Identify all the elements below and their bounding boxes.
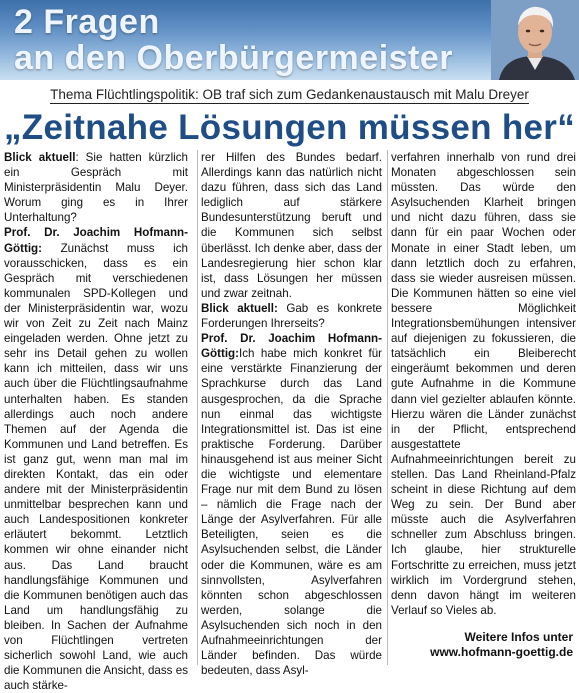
answer-2-continued: verfahren innerhalb von rund drei Monaten abgeschlossen sein müssten. Das würde den Asylsuchenden Klarheit bringen und nicht dazu führen, dass sie dann für ein paar Wochen oder Monate in einer Stadt leben, um dann letztlich doch zu erfahren, dass sie wieder ausreisen müssen. Die Kommunen hätten so eine viel bessere Möglichkeit Integrationsbemühungen intensiver auf diejenigen zu fokussieren, die tatsächlich ein Bleiberecht eingeräumt bekommen und deren gute Aufnahme in die Kommune dann viel gezielter ablaufen könnte. Hierzu wären die Länder zunächst in der Pflicht, entsprechend ausgestattete Aufnahmeeinrichtungen bereit zu stellen. Das Land Rheinland-Pfalz scheint in diese Richtung auf dem Weg zu sein. Der Bund aber müsste auch die Asylverfahren schneller zum Abschluss bringen. Ich glaube, hier strukturelle Fortschritte zu erreichen, muss jetzt wirklich im Vordergrund stehen, denn davon hängt im weiteren Verlauf so Vieles ab.	[391, 151, 576, 617]
mayor-portrait-photo	[491, 0, 579, 80]
answer-2	[201, 331, 382, 678]
banner-title-line1: 2 Fragen	[14, 3, 160, 41]
banner-title	[14, 4, 453, 76]
article-headline: „Zeitnahe Lösungen müssen her“	[3, 108, 576, 147]
article-kicker	[0, 87, 579, 102]
article-body	[4, 150, 576, 693]
column-3	[387, 150, 576, 665]
kicker-text: Thema Flüchtlingspolitik: OB traf sich zum Gedankenaustausch mit Malu Dreyer	[50, 87, 529, 102]
question-2	[201, 301, 382, 331]
answer-1-text: Zunächst muss ich vorausschicken, dass es ein Gespräch mit verschiedenen kommunalen SPD-Kollegen und der Ministerpräsidentin war, wozu wir von Zeit zu Zeit nach Mainz eingeladen werden. Ohne jetzt zu sehr ins Detail gehen zu wollen kann ich mitteilen, dass wir uns auch über die Flüchtlingsaufnahme unterhalten haben. Es standen allerdings auch noch andere Themen auf der Agenda die Kommunen und Land betreffen. Es ist ganz gut, wenn man mal im direkten Kontakt, das ein oder andere mit der Ministerpräsidentin unmittelbar besprechen kann und auch Landespositionen konkreter erläutert bekommt. Letztlich kommen wir ohne einander nicht aus. Das Land braucht handlungsfähige Kommunen und die Kommunen benötigen auch das Land um handlungsfähig zu bleiben. In Sachen der Aufnahme von Flüchtlingen vertreten sicherlich sowohl Land, wie auch die Kommunen die Ansicht, dass es auch stärke-	[4, 241, 188, 693]
question-1	[4, 150, 188, 225]
question-2-label: Blick aktuell:	[201, 301, 278, 315]
header-banner	[0, 0, 579, 80]
column-1	[4, 150, 188, 693]
answer-2-label: Prof. Dr. Joachim Hofmann-Göttig:	[201, 332, 382, 361]
answer-1-continued: rer Hilfen des Bundes bedarf. Allerdings kann das natürlich nicht dazu führen, dass sich das Land lediglich auf stärkere Bundesunterstützung beruft und die Kommunen sich selbst überlässt. Ich denke aber, dass der Landesregierung hier schon klar ist, dass Lösungen her müssen und zwar zeitnah.	[201, 151, 382, 300]
answer-1	[4, 225, 188, 693]
banner-title-line2: an den Oberbürgermeister	[14, 39, 454, 77]
answer-1-label: Prof. Dr. Joachim Hofmann-Göttig:	[4, 226, 188, 255]
footer-label: Weitere Infos unter	[464, 630, 573, 644]
column-2	[197, 150, 382, 678]
footer-website-link[interactable]: www.hofmann-goettig.de	[430, 645, 573, 659]
footer-info	[430, 630, 573, 660]
answer-2-text: Ich habe mich konkret für eine verstärkte Finanzierung der Sprachkurse durch das Land ausgesprochen, da die Sprache nun einmal das wichtigste Integrationsmittel ist. Das ist eine praktische Forderung. Darüber hinausgehend ist aus meiner Sicht die wichtigste und elementare Frage nur mit dem Bund zu lösen – nämlich die Frage nach der Länge der Asylverfahren. Für alle Beteiligten, seien es die Asylsuchenden selbst, die Länder oder die Kommunen, wäre es am sinnvollsten, Asylverfahren könnten schon abgeschlossen werden, solange die Asylsuchenden sich noch in den Aufnahmeeinrichtungen der Länder befinden. Das würde bedeuten, dass Asyl-	[201, 347, 382, 678]
portrait-icon	[491, 0, 579, 80]
question-1-text: : Sie hatten kürzlich ein Gespräch mit Ministerpräsidentin Malu Deyer. Worum ging es in Ihrer Unterhaltung?	[4, 151, 188, 225]
question-1-label: Blick aktuell	[4, 151, 76, 164]
question-2-text: Gab es konkrete Forderungen Ihrerseits?	[201, 301, 382, 331]
